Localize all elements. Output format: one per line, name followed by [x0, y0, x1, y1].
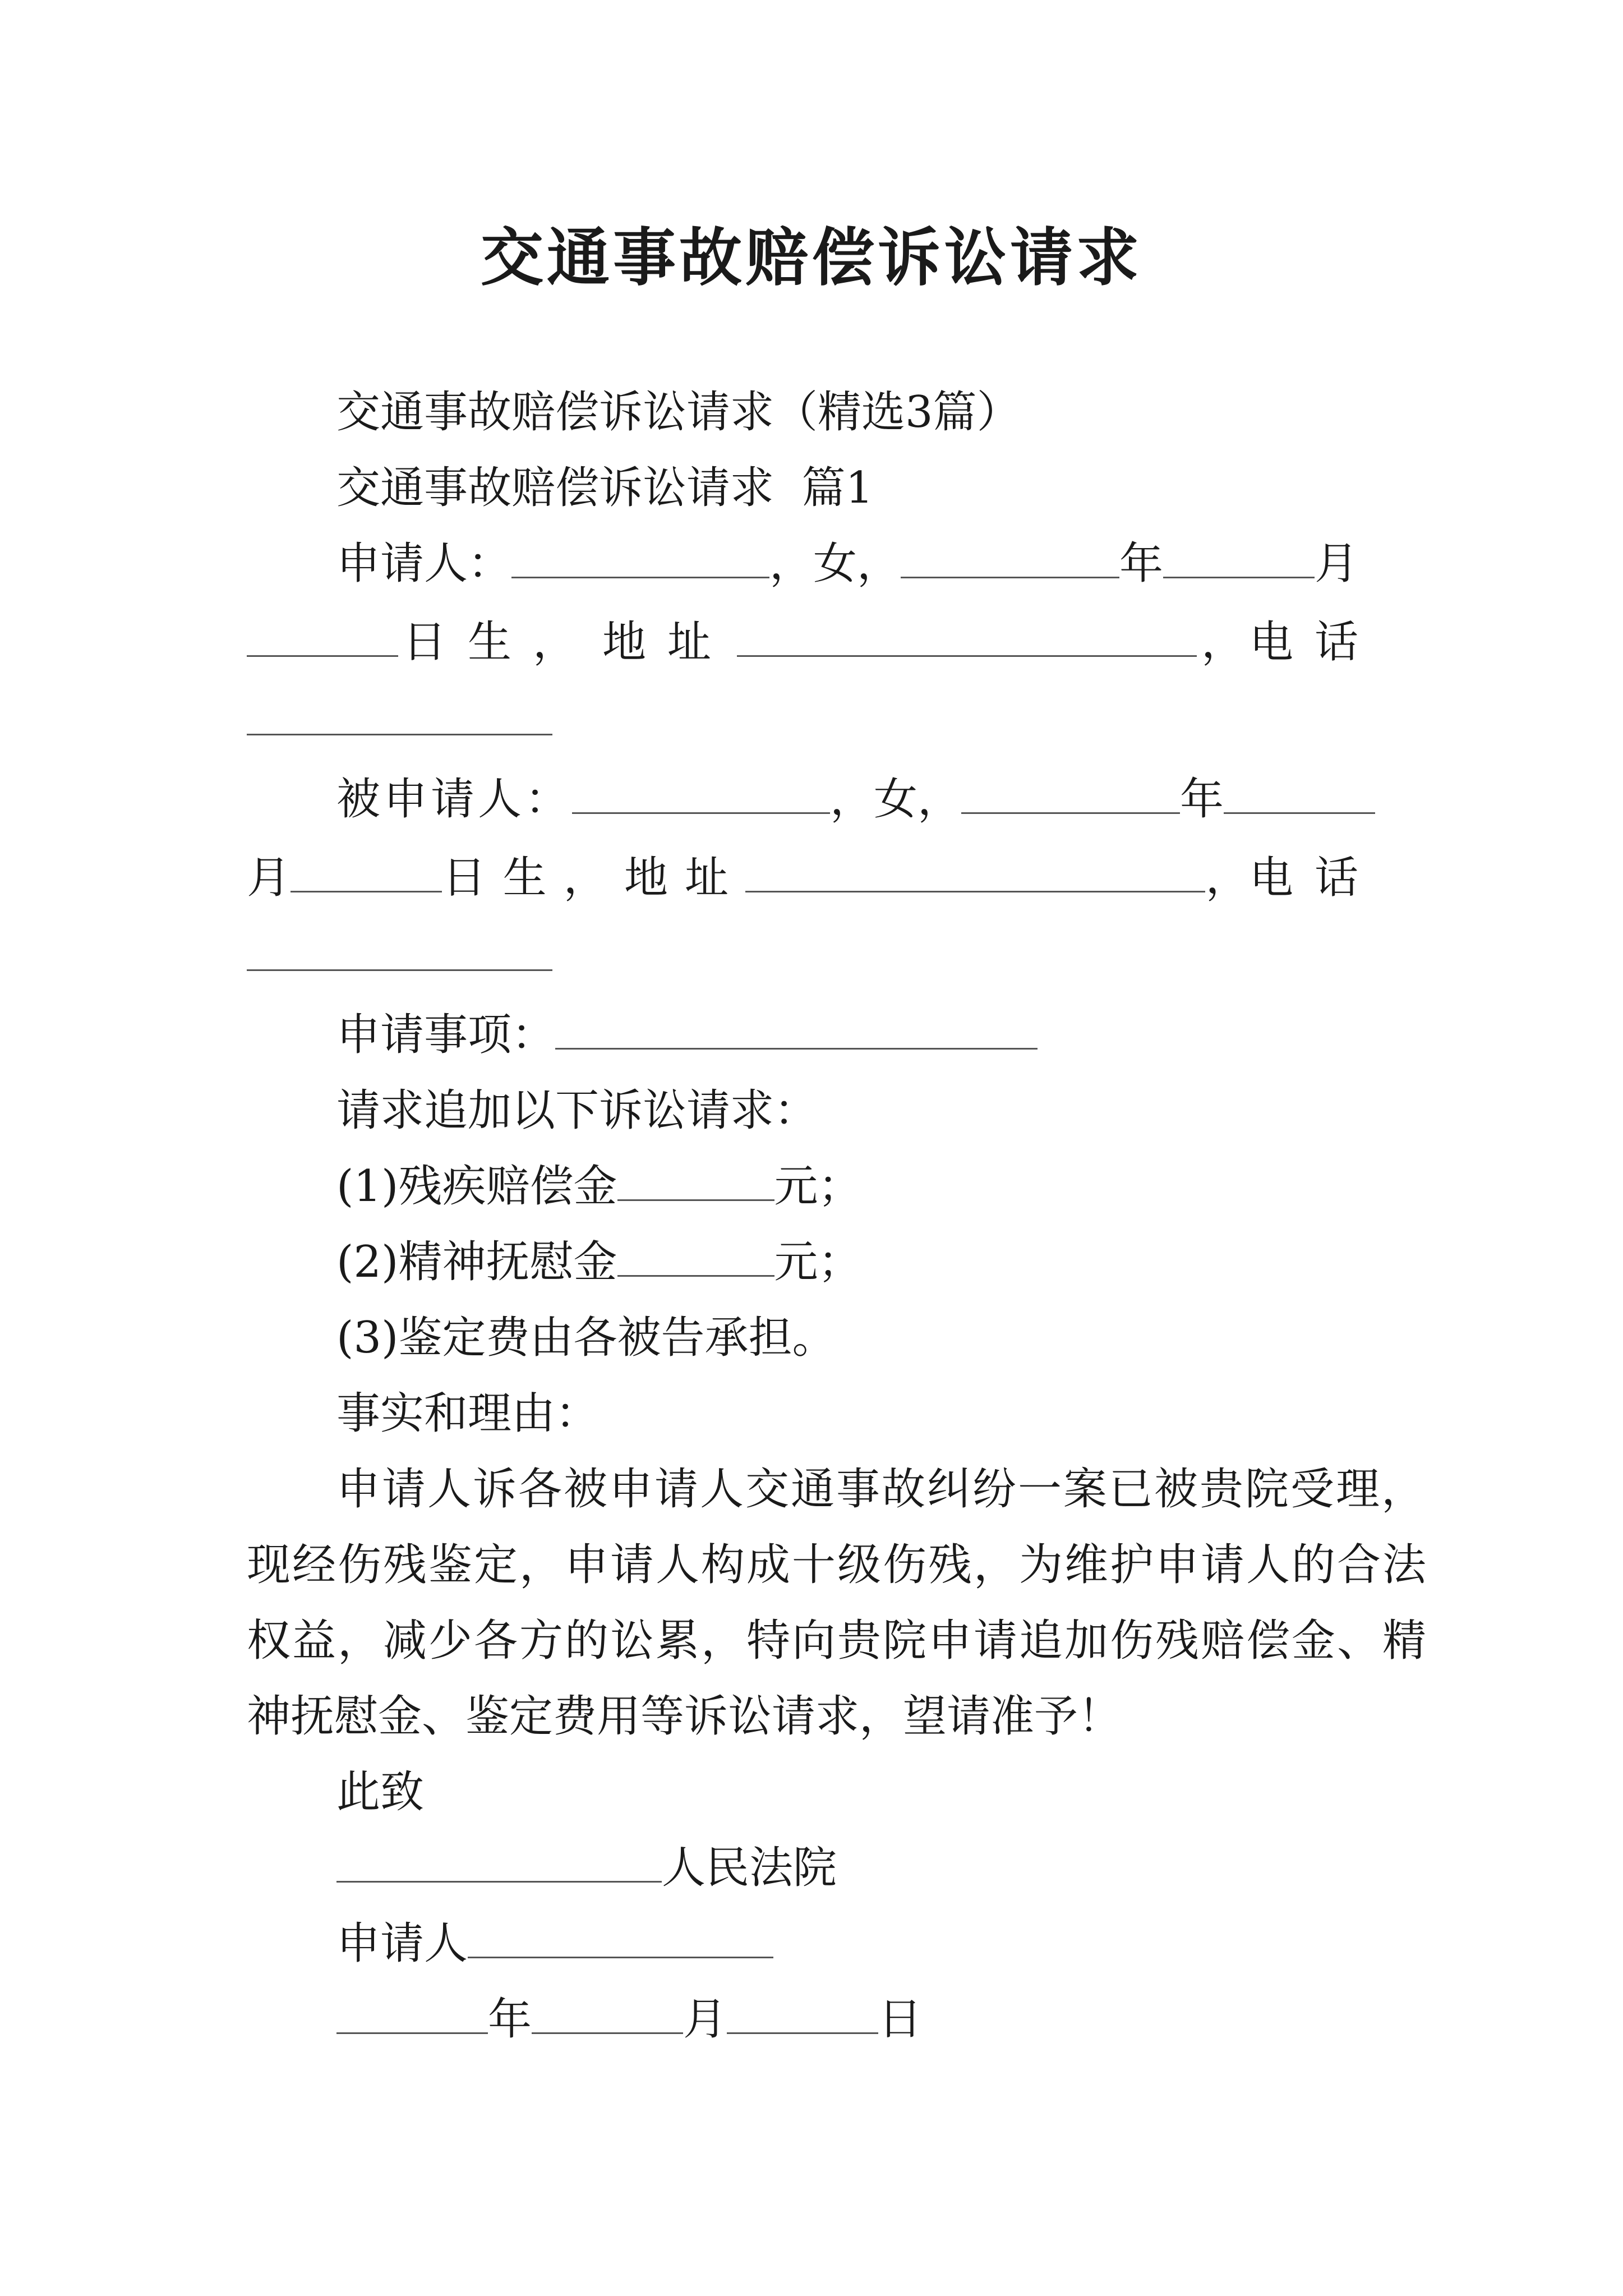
- applicant-month-blank[interactable]: [1163, 537, 1315, 578]
- court-label: 人民法院: [662, 1843, 837, 1893]
- respondent-gender: ，女，: [830, 774, 962, 825]
- applicant-phone-sep: ，: [1201, 617, 1245, 668]
- signature-label: 申请人: [336, 1918, 468, 1969]
- item-2: [336, 1234, 862, 1290]
- respondent-month-label: 月: [247, 853, 291, 903]
- respondent-day-blank[interactable]: [291, 852, 442, 892]
- matters-blank[interactable]: [555, 1009, 1038, 1050]
- matters-line: [336, 1007, 1038, 1063]
- date-month-blank[interactable]: [532, 1993, 683, 2034]
- item-2-unit: 元；: [774, 1237, 862, 1287]
- respondent-phone-sep: ，: [1205, 853, 1249, 903]
- date-year-blank[interactable]: [336, 1993, 488, 2034]
- respondent-line-3: [247, 928, 552, 984]
- item-2-label: (2)精神抚慰金: [336, 1237, 617, 1287]
- applicant-phone-blank[interactable]: [247, 694, 552, 735]
- applicant-gender: ，女，: [769, 539, 901, 589]
- date-year-label: 年: [488, 1994, 532, 2045]
- item-1-label: (1)残疾赔偿金: [336, 1161, 617, 1212]
- applicant-year-blank[interactable]: [901, 537, 1119, 578]
- respondent-year-blank[interactable]: [961, 773, 1180, 814]
- section-heading: 交通事故赔偿诉讼请求 篇1: [336, 463, 874, 513]
- applicant-day-blank[interactable]: [247, 616, 398, 657]
- item-3: (3)鉴定费由各被告承担。: [336, 1313, 836, 1363]
- item-1-unit: 元；: [774, 1161, 862, 1212]
- page-title: 交通事故赔偿诉讼请求: [481, 221, 1142, 295]
- matters-label: 申请事项：: [336, 1010, 556, 1060]
- applicant-year-label: 年: [1119, 539, 1164, 589]
- respondent-name-blank[interactable]: [572, 773, 830, 814]
- body-line-4: 神抚慰金、鉴定费用等诉讼请求，望请准予！: [247, 1691, 1122, 1742]
- request-intro: 请求追加以下诉讼请求：: [336, 1085, 818, 1136]
- body-line-2: 现经伤残鉴定，申请人构成十级伤残，为维护申请人的合法: [247, 1540, 1428, 1590]
- date-line: [336, 1991, 922, 2047]
- respondent-label: 被申请人：: [336, 774, 573, 825]
- date-day-blank[interactable]: [727, 1993, 878, 2034]
- respondent-month-blank[interactable]: [1224, 773, 1375, 814]
- subtitle: 交通事故赔偿诉讼请求（精选3篇）: [336, 387, 1021, 438]
- applicant-phone-label: 电话: [1249, 617, 1380, 668]
- item-2-amount-blank[interactable]: [617, 1236, 774, 1277]
- body-line-1: 申请人诉各被申请人交通事故纠纷一案已被贵院受理，: [336, 1464, 1427, 1515]
- signature-blank[interactable]: [468, 1917, 773, 1958]
- respondent-address-label: 地址: [624, 853, 745, 903]
- item-1: [336, 1158, 862, 1214]
- applicant-address-blank[interactable]: [737, 616, 1197, 657]
- body-line-3: 权益，减少各方的讼累，特向贵院申请追加伤残赔偿金、精: [247, 1616, 1428, 1666]
- item-1-amount-blank[interactable]: [617, 1160, 774, 1201]
- applicant-line-1: [336, 536, 1358, 592]
- facts-label: 事实和理由：: [336, 1388, 600, 1439]
- respondent-line-1: [336, 771, 1375, 827]
- court-line: [336, 1840, 837, 1896]
- respondent-line-2: [247, 850, 1380, 906]
- applicant-name-blank[interactable]: [511, 537, 769, 578]
- date-day-label: 日: [878, 1994, 923, 2045]
- applicant-address-label: 地址: [602, 617, 732, 668]
- signature-line: [336, 1916, 773, 1972]
- respondent-phone-label: 电话: [1249, 853, 1380, 903]
- applicant-line-2: [247, 614, 1380, 670]
- applicant-label: 申请人：: [336, 539, 512, 589]
- respondent-day-born: 日生，: [442, 853, 624, 903]
- respondent-phone-blank[interactable]: [247, 930, 552, 971]
- date-month-label: 月: [683, 1994, 727, 2045]
- court-name-blank[interactable]: [336, 1842, 662, 1883]
- applicant-day-born: 日生，: [402, 617, 598, 668]
- respondent-address-blank[interactable]: [745, 852, 1205, 892]
- closing: 此致: [336, 1767, 425, 1818]
- applicant-line-3: [247, 693, 552, 749]
- applicant-month-label: 月: [1315, 539, 1359, 589]
- respondent-year-label: 年: [1180, 774, 1224, 825]
